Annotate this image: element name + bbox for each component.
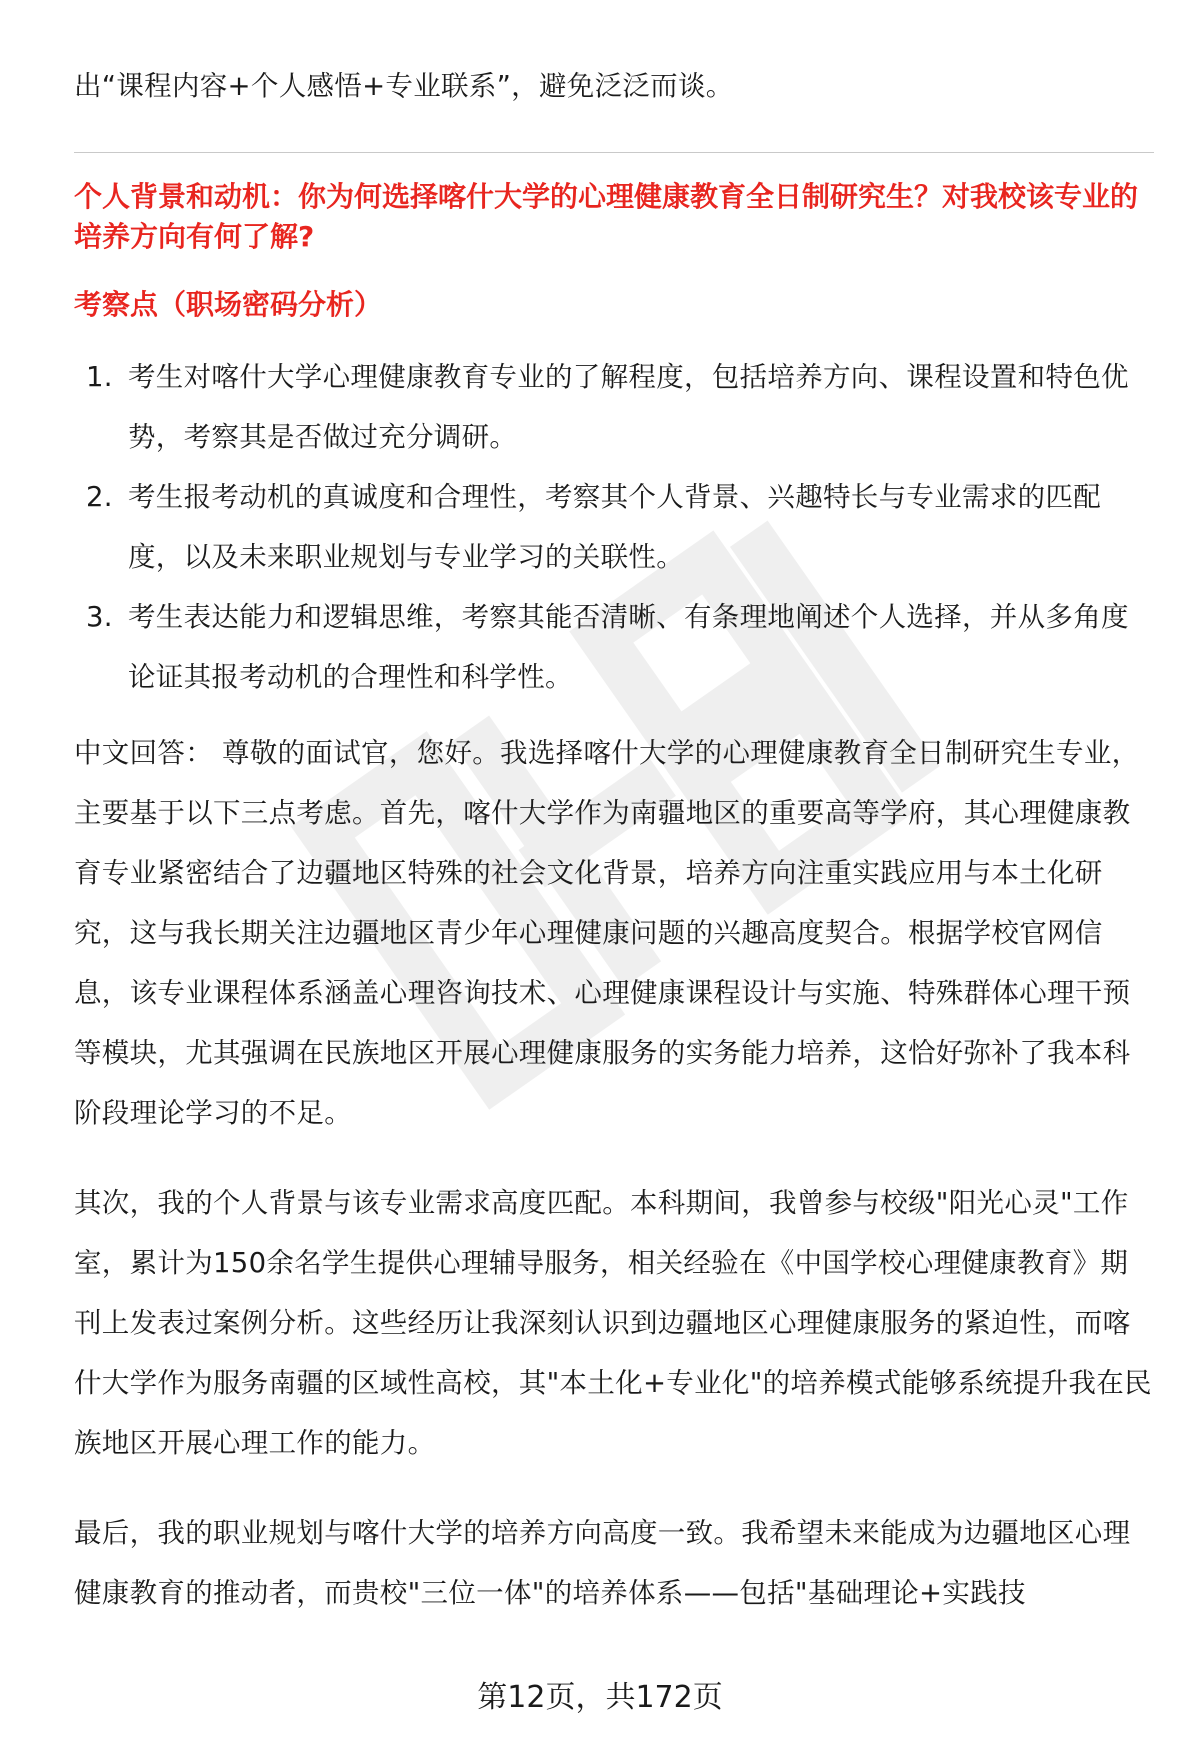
- list-item-number: 2.: [86, 481, 113, 513]
- list-item-number: 3.: [86, 601, 113, 633]
- answer-paragraph-3: 最后，我的职业规划与喀什大学的培养方向高度一致。我希望未来能成为边疆地区心理健康教育的推动者，而贵校"三位一体"的培养体系——包括"基础理论+实践技: [74, 1517, 1131, 1609]
- list-item: [74, 347, 1154, 467]
- list-item-text: 考生表达能力和逻辑思维，考察其能否清晰、有条理地阐述个人选择，并从多角度论证其报考动机的合理性和科学性。: [128, 601, 1129, 693]
- list-item-text: 考生对喀什大学心理健康教育专业的了解程度，包括培养方向、课程设置和特色优势，考察其是否做过充分调研。: [128, 361, 1129, 453]
- section-divider: [74, 152, 1154, 153]
- paragraph-gap: [74, 1473, 1154, 1503]
- page-number-footer: 第12页，共172页: [477, 1680, 723, 1715]
- document-body: [74, 50, 1154, 1623]
- list-item: [74, 587, 1154, 707]
- list-item-number: 1.: [86, 361, 113, 393]
- analysis-points-list: [74, 347, 1154, 707]
- analysis-section-title: 考察点（职场密码分析）: [74, 288, 383, 321]
- paragraph-gap: [74, 1143, 1154, 1173]
- answer-paragraph-2: 其次，我的个人背景与该专业需求高度匹配。本科期间，我曾参与校级"阳光心灵"工作室，累计为150余名学生提供心理辅导服务，相关经验在《中国学校心理健康教育》期刊上发表过案例分析。这些经历让我深刻认识到边疆地区心理健康服务的紧迫性，而喀什大学作为服务南疆的区域性高校，其"本土化+专业化"的培养模式能够系统提升我在民族地区开展心理工作的能力。: [74, 1187, 1152, 1459]
- answer-paragraph-1: 中文回答： 尊敬的面试官，您好。我选择喀什大学的心理健康教育全日制研究生专业，主要基于以下三点考虑。首先，喀什大学作为南疆地区的重要高等学府，其心理健康教育专业紧密结合了边疆地区特殊的社会文化背景，培养方向注重实践应用与本土化研究，这与我长期关注边疆地区青少年心理健康问题的兴趣高度契合。根据学校官网信息，该专业课程体系涵盖心理咨询技术、心理健康课程设计与实施、特殊群体心理干预等模块，尤其强调在民族地区开展心理健康服务的实务能力培养，这恰好弥补了我本科阶段理论学习的不足。: [74, 737, 1140, 1129]
- intro-paragraph: 出“课程内容+个人感悟+专业联系”，避免泛泛而谈。: [74, 70, 734, 102]
- list-item-text: 考生报考动机的真诚度和合理性，考察其个人背景、兴趣特长与专业需求的匹配度，以及未来职业规划与专业学习的关联性。: [128, 481, 1101, 573]
- list-item: [74, 467, 1154, 587]
- question-heading: 个人背景和动机：你为何选择喀什大学的心理健康教育全日制研究生？对我校该专业的培养方向有何了解?: [74, 180, 1139, 253]
